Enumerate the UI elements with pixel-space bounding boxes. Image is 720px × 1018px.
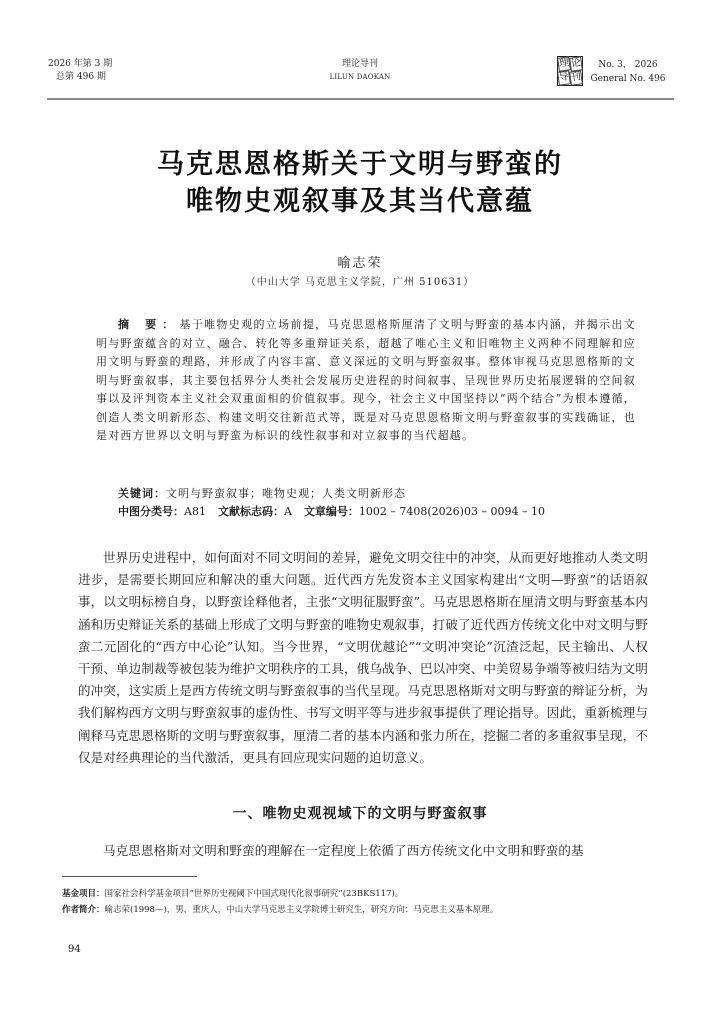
author-affiliation: （中山大学 马克思主义学院，广州 510631）	[245, 277, 475, 288]
journal-name-cn: 理论导刊	[341, 59, 378, 69]
issue-cn: 2026 年第 3 期	[48, 59, 113, 69]
article-no-value: 1002 – 7408(2026)03 – 0094 – 10	[358, 505, 545, 518]
abstract-text: 基于唯物史观的立场前提，马克思恩格斯厘清了文明与野蛮的基本内涵，并揭示出文明与野蛮蕴含的对立、融合、转化等多重辩证关系，超越了唯心主义和旧唯物主义两种不同理解和应用文明与野蛮的理路，并形成了内容丰富、意义深远的文明与野蛮叙事。整体审视马克思恩格斯的文明与野蛮叙事，其主要包括界分人类社会发展历史进程的时间叙事、呈现世界历史拓展逻辑的空间叙事以及评判资本主义社会双重面相的价值叙事。现今，社会主义中国坚持以“两个结合”为根本遵循，创造人类文明新形态、构建文明交往新范式等，既是对马克思恩格斯文明与野蛮叙事的实践确证，也是对西方世界以文明与野蛮为标识的线性叙事和对立叙事的当代超越。	[96, 318, 636, 442]
title-line-1: 马克思恩格斯关于文明与野蛮的	[157, 149, 563, 180]
article-title	[0, 146, 720, 220]
logo-char: 导	[557, 70, 571, 86]
abstract-label: 摘 要：	[118, 318, 180, 331]
clc-label: 中图分类号：	[118, 505, 184, 518]
journal-name-en: LILUN DAOKAN	[329, 73, 391, 81]
author-bio-text: 喻志荣(1998—)，男，重庆人，中山大学马克思主义学院博士研究生，研究方向：马克思主义基本原理。	[104, 905, 499, 915]
title-line-2: 唯物史观叙事及其当代意蕴	[186, 186, 534, 217]
logo-char: 刊	[569, 70, 583, 86]
total-issue-cn: 总第 496 期	[56, 72, 106, 82]
section-heading-1: 一、唯物史观视域下的文明与野蛮叙事	[232, 806, 488, 822]
article-no-label: 文章编号：	[303, 505, 359, 518]
logo-char: 论	[569, 56, 583, 72]
journal-logo-icon	[557, 56, 583, 86]
author-bio-label: 作者简介：	[62, 905, 105, 915]
keywords	[118, 485, 406, 503]
author-name: 喻志荣	[337, 256, 383, 271]
footnote-rule	[62, 876, 197, 877]
page-number: 94	[68, 944, 81, 955]
keywords-text: 文明与野蛮叙事；唯物史观；人类文明新形态	[166, 487, 406, 500]
header-issue-info-en	[586, 58, 670, 86]
footnotes	[62, 886, 662, 918]
fund-text: 国家社会科学基金项目“世界历史视阈下中国式现代化叙事研究”(23BKS117)。	[104, 889, 404, 899]
body-paragraph-1: 世界历史进程中，如何面对不同文明间的差异，避免文明交往中的冲突，从而更好地推动人类文明进步，是需要长期回应和解决的重大问题。近代西方先发资本主义国家构建出“文明—野蛮”的话语叙事，以文明标榜自身，以野蛮诠释他者，主张“文明征服野蛮”。马克思恩格斯在厘清文明与野蛮基本内涵和历史辩证关系的基础上形成了文明与野蛮的唯物史观叙事，打破了近代西方传统文化中对文明与野蛮二元固化的“西方中心论”认知。当今世界，“文明优越论”“文明冲突论”沉渣泛起，民主输出、人权干预、单边制裁等被包装为维护文明秩序的工具，俄乌战争、巴以冲突、中美贸易争端等被归结为文明的冲突，这实质上是西方传统文明与野蛮叙事的当代呈现。马克思恩格斯对文明与野蛮的辩证分析，为我们解构西方文明与野蛮叙事的虚伪性、书写文明平等与进步叙事提供了理论指导。因此，重新梳理与阐释马克思恩格斯的文明与野蛮叙事，厘清二者的基本内涵和张力所在，挖掘二者的多重叙事呈现，不仅是对经典理论的当代激活，更具有回应现实问题的迫切意义。	[78, 550, 648, 765]
doc-code-value: A	[283, 505, 292, 518]
fund-note	[62, 886, 662, 902]
abstract	[96, 316, 636, 446]
fund-label: 基金项目：	[62, 889, 105, 899]
issue-en: No. 3， 2026	[598, 60, 658, 70]
doc-code-label: 文献标志码：	[217, 505, 284, 518]
header-rule	[47, 98, 674, 100]
clc-value: A81	[184, 505, 206, 518]
classification-line	[118, 503, 545, 521]
keywords-label: 关键词：	[118, 487, 166, 500]
body-paragraph-2: 马克思恩格斯对文明和野蛮的理解在一定程度上依循了西方传统文化中文明和野蛮的基	[103, 843, 584, 858]
logo-char: 理	[557, 56, 571, 72]
total-issue-en: General No. 496	[590, 74, 666, 84]
author-bio-note	[62, 902, 662, 918]
